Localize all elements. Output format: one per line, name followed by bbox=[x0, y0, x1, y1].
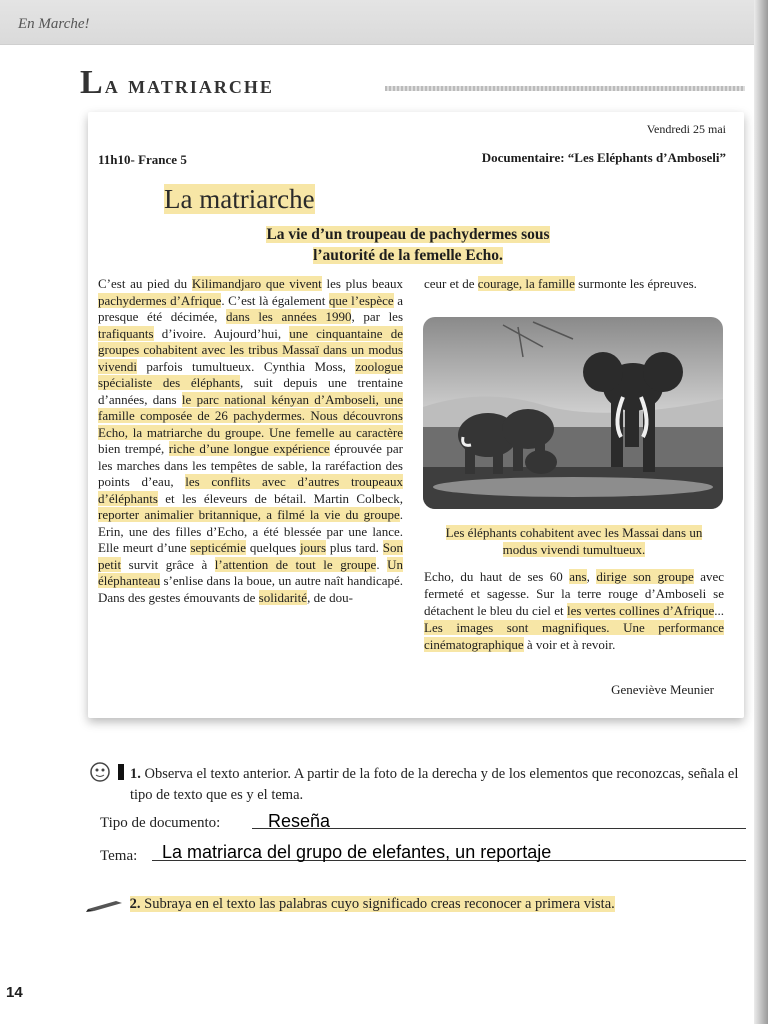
elephants-photo bbox=[423, 317, 723, 509]
body-text: , de dou- bbox=[307, 589, 353, 605]
body-text: plus tard. bbox=[326, 540, 383, 555]
highlighted-text: que l’espèce bbox=[328, 292, 394, 308]
highlighted-text: dirige son groupe bbox=[596, 569, 694, 584]
body-text: , bbox=[586, 569, 597, 584]
article-date: Vendredi 25 mai bbox=[646, 122, 726, 136]
highlighted-text: reporter animalier britannique, a filmé la vie du groupe bbox=[98, 507, 400, 522]
exercise-2 bbox=[86, 896, 746, 913]
body-text: a presque été décimée, bbox=[98, 292, 403, 324]
tema-label: Tema: bbox=[100, 848, 138, 864]
article-title: La matriarche bbox=[164, 184, 315, 214]
highlighted-text: zoologue spécialiste des éléphants bbox=[98, 358, 403, 390]
exercise-1-number: 1. bbox=[130, 766, 141, 782]
body-text: . Erin, une des filles d’Echo, a été blessée par une lance. Elle meurt d’une bbox=[98, 507, 403, 555]
highlighted-text: trafiquants bbox=[98, 325, 154, 341]
highlighted-text: pachydermes d’Afrique bbox=[98, 292, 222, 308]
body-text: parfois tumultueux. Cynthia Moss, bbox=[137, 358, 356, 374]
tipo-documento-label: Tipo de documento: bbox=[100, 815, 221, 831]
header-band bbox=[0, 0, 768, 45]
chapter-title-rest: a matriarche bbox=[104, 70, 274, 99]
body-text: C’est au pied du bbox=[98, 276, 192, 291]
body-text: survit grâce à bbox=[121, 556, 215, 572]
body-text: et les éleveurs de bétail. Martin Colbeck, bbox=[157, 490, 403, 506]
body-text: ceur et de bbox=[424, 276, 478, 291]
article-right-column-top bbox=[424, 276, 724, 293]
highlighted-text: Les images sont magnifiques. Une performance cinématographique bbox=[424, 620, 724, 652]
reading-icon bbox=[88, 758, 128, 786]
body-text: . C’est là également bbox=[221, 292, 329, 308]
page-edge-shadow bbox=[754, 0, 768, 1024]
body-text: les plus beaux bbox=[321, 276, 404, 291]
highlighted-text: une cinquantaine de groupes cohabitent avec les tribus Massaï dans un modus vivendi bbox=[98, 325, 403, 374]
body-text: à voir et à revoir. bbox=[523, 637, 616, 652]
tipo-documento-row bbox=[100, 815, 220, 832]
book-title: En Marche! bbox=[18, 16, 90, 32]
article-card bbox=[88, 112, 744, 718]
body-text: s’enlise dans la boue, un autre naît handicapé. Dans des gestes émouvants de bbox=[98, 573, 403, 605]
body-text: d’ivoire. Aujourd’hui, bbox=[153, 325, 290, 341]
highlighted-text: Kilimandjaro que vivent bbox=[191, 276, 322, 291]
photo-caption: Les éléphants cohabitent avec les Massai dans un modus vivendi tumultueux. bbox=[445, 525, 703, 557]
highlighted-text: courage, la famille bbox=[477, 276, 575, 291]
highlighted-text: les conflits avec d’autres troupeaux d’éléphants bbox=[98, 474, 403, 506]
body-text: . bbox=[376, 556, 388, 572]
body-text: quelques bbox=[246, 540, 301, 555]
chapter-title-initial: L bbox=[80, 64, 105, 101]
body-text: surmonte les épreuves. bbox=[574, 276, 697, 291]
body-text: Echo, du haut de ses 60 bbox=[424, 569, 570, 584]
highlighted-text: l’attention de tout le groupe bbox=[214, 556, 377, 572]
body-text: avec fermeté et sagesse. Sur la terre rouge d’Amboseli se détachent le bleu du ciel et bbox=[424, 569, 725, 618]
article-right-column-bottom bbox=[424, 568, 724, 653]
tipo-documento-answer[interactable]: Reseña bbox=[268, 811, 331, 831]
highlighted-text: Son petit bbox=[98, 540, 403, 572]
highlighted-text: dans les années 1990 bbox=[225, 309, 352, 324]
article-subtitle bbox=[188, 224, 628, 266]
highlighted-text: Un éléphanteau bbox=[98, 556, 404, 588]
tema-answer[interactable]: La matriarca del grupo de elefantes, un reportaje bbox=[162, 842, 552, 862]
tema-row bbox=[100, 848, 137, 865]
highlighted-text: le parc national kényan d’Amboseli, une famille composée de 26 pachydermes. Nous découvrons Echo, la matriarche du groupe. Une femelle au caractère bbox=[98, 391, 403, 440]
subtitle-line-2: l’autorité de la femelle Echo. bbox=[313, 247, 503, 264]
exercise-2-instructions: Subraya en el texto las palabras cuyo significado creas reconocer a primera vista. bbox=[144, 896, 615, 912]
title-rule bbox=[385, 86, 745, 91]
highlighted-text: jours bbox=[300, 540, 327, 555]
chapter-title bbox=[80, 64, 274, 102]
body-text: , par les bbox=[351, 309, 404, 324]
exercise-1-instructions: Observa el texto anterior. A partir de la foto de la derecha y de los elementos que reconozcas, señala el tipo de texto que es y el tema. bbox=[130, 766, 739, 803]
pencil-icon bbox=[86, 897, 126, 913]
article-author: Geneviève Meunier bbox=[611, 682, 714, 697]
body-text: , suit depuis une trentaine d’années, dans bbox=[98, 375, 403, 407]
article-left-column bbox=[98, 276, 403, 606]
exercise-2-number: 2. bbox=[129, 896, 141, 912]
page-number: 14 bbox=[6, 984, 23, 1001]
tv-program: 11h10- France 5 bbox=[98, 152, 187, 167]
highlighted-text: solidarité bbox=[258, 589, 308, 605]
highlighted-text: ans bbox=[569, 569, 587, 584]
documentary-label: Documentaire: “Les Eléphants d’Amboseli” bbox=[481, 150, 726, 165]
highlighted-text: septicémie bbox=[190, 540, 247, 555]
body-text: éprouvée par les marches dans les tempêtes de sable, la raréfaction des points d’eau, bbox=[98, 441, 403, 489]
subtitle-line-1: La vie d’un troupeau de pachydermes sous bbox=[266, 226, 550, 243]
body-text: ... bbox=[714, 603, 724, 618]
body-text: bien trempé, bbox=[98, 441, 169, 456]
highlighted-text: riche d’une longue expérience bbox=[168, 441, 330, 456]
highlighted-text: les vertes collines d’Afrique bbox=[566, 603, 715, 618]
